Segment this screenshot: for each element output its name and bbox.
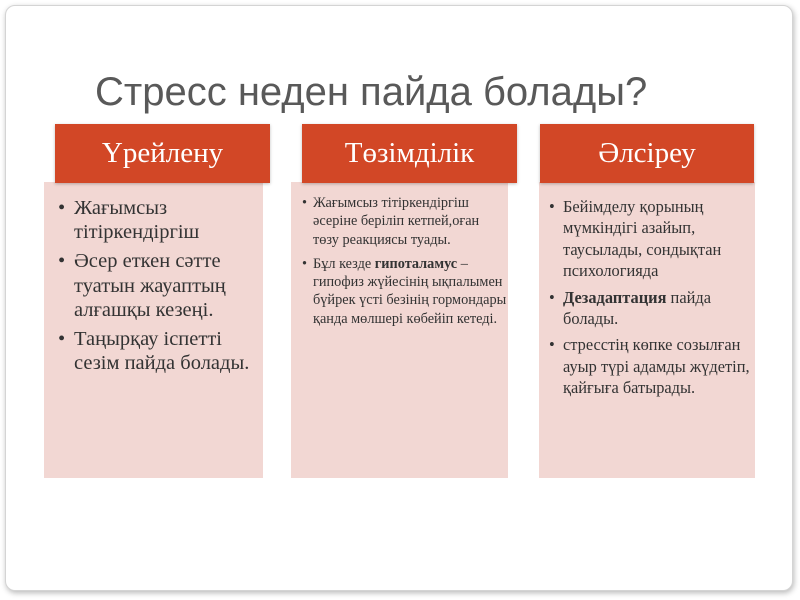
bullet-list <box>58 196 272 380</box>
list-item <box>302 255 508 328</box>
list-item-bold-term: гипоталамус <box>374 255 458 272</box>
bullet-icon: • <box>58 328 66 351</box>
list-item <box>58 327 272 375</box>
list-item-text-post: – гипофиз жүйесінің ықпалымен бүйрек үсті безінің гормондары қанда мөлшері көбейіп кетеді. <box>313 255 507 327</box>
bullet-icon: • <box>58 197 66 219</box>
list-item <box>58 249 272 322</box>
bullet-icon: • <box>302 255 308 272</box>
bullet-icon: • <box>549 335 555 355</box>
bullet-icon: • <box>549 287 555 307</box>
list-item <box>549 287 769 330</box>
list-item <box>58 196 272 244</box>
list-item-text: стресстің көпке созылған ауыр түрі адамды жүдетіп, қайғыға батырады. <box>563 335 750 398</box>
bullet-icon: • <box>549 197 555 216</box>
list-item <box>549 334 769 398</box>
column-body-3 <box>539 182 755 478</box>
column-header-2: Төзімділік <box>302 124 517 183</box>
bullet-icon: • <box>58 250 66 273</box>
column-body-2 <box>291 182 508 478</box>
list-item <box>549 196 769 282</box>
list-item-text: Бейімделу қорының мүмкіндігі азайып, таусылады, сондықтан психологияда <box>563 197 722 281</box>
list-item-bold-term: Дезадаптация <box>563 287 667 307</box>
slide-title: Стресс неден пайда болады? <box>95 70 648 114</box>
list-item-text: Жағымсыз тітіркендіргіш әсеріне беріліп кетпей,оған төзу реакциясы туады. <box>313 195 480 248</box>
column-body-1 <box>44 182 263 478</box>
list-item-text-pre: Бұл кезде <box>313 255 375 272</box>
list-item-text-post: пайда болады. <box>563 287 711 329</box>
list-item <box>302 194 508 249</box>
bullet-list <box>302 194 508 334</box>
column-header-1: Үрейлену <box>55 124 270 183</box>
list-item-text: Жағымсыз тітіркендіргіш <box>74 197 200 244</box>
list-item-text: Таңырқау іспетті сезім пайда болады. <box>74 328 250 375</box>
column-header-3: Әлсіреу <box>540 124 754 183</box>
list-item-text: Әсер еткен сәтте туатын жауаптың алғашқы кезеңі. <box>74 250 226 321</box>
bullet-icon: • <box>302 195 308 211</box>
bullet-list <box>549 196 769 404</box>
